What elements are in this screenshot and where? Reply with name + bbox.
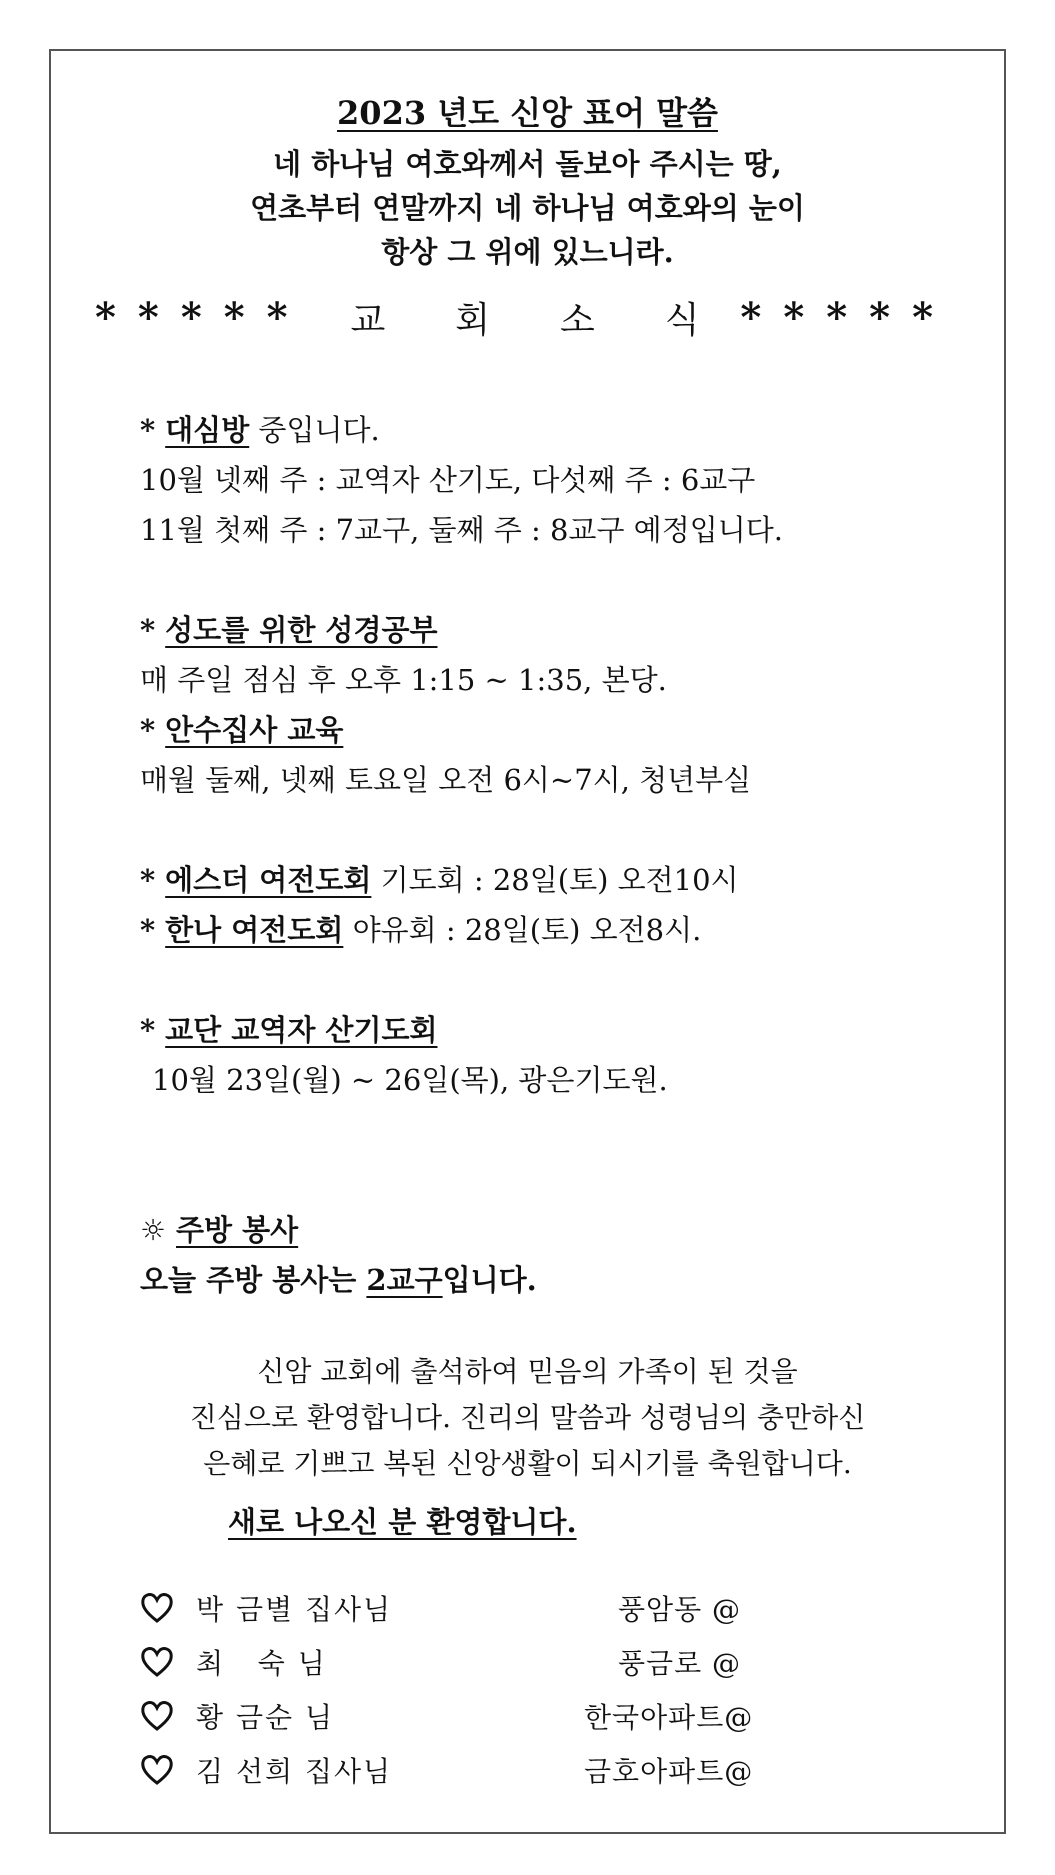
deacon-edu-title: 안수집사 교육 — [165, 713, 344, 747]
welcome-para-line-3: 은혜로 기쁘고 복된 신앙생활이 되시기를 축원합니다. — [203, 1447, 852, 1480]
member-name: 박 금별 집사님 — [196, 1593, 393, 1626]
welcome-heading — [228, 1500, 577, 1541]
visitation-suffix: 중입니다. — [249, 413, 380, 447]
deacon-edu-line: 매월 둘째, 넷째 토요일 오전 6시~7시, 청년부실 — [140, 763, 752, 797]
header-char-1: 교 — [350, 300, 386, 341]
title-text: 2023 년도 신앙 표어 말씀 — [337, 94, 718, 132]
member-name: 최 숙 님 — [196, 1647, 327, 1680]
member-row — [140, 1696, 753, 1736]
bible-study-title: 성도를 위한 성경공부 — [165, 613, 438, 647]
header-char-2: 회 — [455, 300, 490, 341]
member-address: 한국아파트@ — [584, 1701, 754, 1734]
deacon-edu-heading — [140, 708, 343, 749]
esther-title: 에스더 여전도회 — [165, 863, 372, 897]
header-title — [350, 292, 699, 343]
stars-right-text: ***** — [740, 294, 955, 341]
esther-line — [140, 858, 739, 899]
motto-line-1: 네 하나님 여호와께서 돌보아 주시는 땅, — [273, 147, 782, 181]
hannah-rest: 야유회 : 28일(토) 오전8시. — [343, 913, 702, 947]
member-row — [140, 1642, 741, 1682]
kitchen-line — [140, 1258, 537, 1299]
member-address: 풍금로 @ — [618, 1647, 742, 1680]
member-row — [140, 1588, 741, 1628]
kitchen-group: 2교구 — [366, 1263, 443, 1297]
retreat-heading — [140, 1008, 438, 1049]
welcome-heading-text: 새로 나오신 분 환영합니다. — [228, 1505, 577, 1539]
retreat-line: 10월 23일(월) ~ 26일(목), 광은기도원. — [152, 1063, 668, 1097]
motto-line-2: 연초부터 연말까지 네 하나님 여호와의 눈이 — [250, 191, 805, 225]
welcome-para-line-2: 진심으로 환영합니다. 진리의 말씀과 성령님의 충만하신 — [189, 1401, 866, 1434]
bullet-mark: * — [140, 713, 156, 747]
heart-icon — [140, 1753, 174, 1787]
stars-left-text: ***** — [95, 294, 310, 341]
retreat-title: 교단 교역자 산기도회 — [165, 1013, 438, 1047]
header-stars-left — [95, 294, 310, 341]
motto-line-3: 항상 그 위에 있느니라. — [381, 235, 674, 269]
church-news-header — [95, 292, 955, 343]
visitation-heading — [140, 408, 380, 449]
heart-icon — [140, 1645, 174, 1679]
visitation-line-1: 10월 넷째 주 : 교역자 산기도, 다섯째 주 : 6교구 — [140, 463, 756, 497]
member-address: 금호아파트@ — [584, 1755, 754, 1788]
heart-icon — [140, 1591, 174, 1625]
visitation-title: 대심방 — [165, 413, 250, 447]
header-stars-right — [740, 294, 955, 341]
sun-icon: ☼ — [140, 1213, 166, 1247]
bullet-mark: * — [140, 913, 156, 947]
member-address: 풍암동 @ — [618, 1593, 742, 1626]
kitchen-line-post: 입니다. — [442, 1263, 537, 1297]
member-row — [140, 1750, 753, 1790]
bullet-mark: * — [140, 613, 156, 647]
kitchen-title: 주방 봉사 — [176, 1213, 299, 1247]
header-char-4: 식 — [664, 300, 700, 341]
heart-icon — [140, 1699, 174, 1733]
kitchen-line-pre: 오늘 주방 봉사는 — [140, 1263, 367, 1297]
bible-study-heading — [140, 608, 438, 649]
member-name: 황 금순 님 — [196, 1701, 334, 1734]
bullet-mark: * — [140, 863, 156, 897]
bible-study-line: 매 주일 점심 후 오후 1:15 ~ 1:35, 본당. — [140, 663, 667, 697]
member-name: 김 선희 집사님 — [196, 1755, 393, 1788]
bullet-mark: * — [140, 413, 156, 447]
hannah-line — [140, 908, 701, 949]
bullet-mark: * — [140, 1013, 156, 1047]
page-title — [0, 88, 1055, 134]
kitchen-heading — [140, 1208, 298, 1249]
esther-rest: 기도회 : 28일(토) 오전10시 — [371, 863, 739, 897]
hannah-title: 한나 여전도회 — [165, 913, 344, 947]
welcome-para-line-1: 신암 교회에 출석하여 믿음의 가족이 된 것을 — [257, 1355, 798, 1388]
header-char-3: 소 — [560, 300, 595, 341]
visitation-line-2: 11월 첫째 주 : 7교구, 둘째 주 : 8교구 예정입니다. — [140, 513, 783, 547]
